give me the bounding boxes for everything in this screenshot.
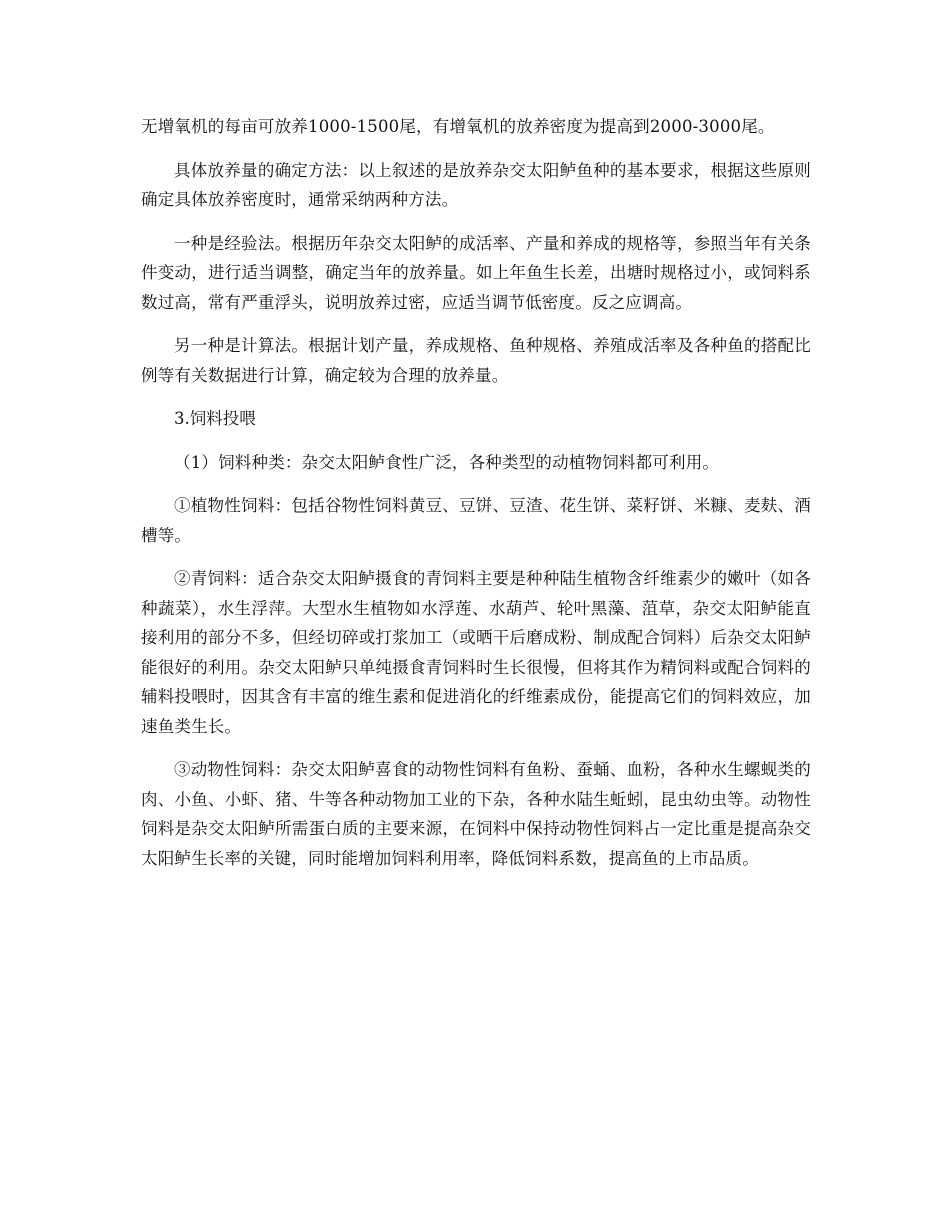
section-heading-feeding: 3.饲料投喂	[174, 409, 256, 428]
paragraph-feed-types: （1）饲料种类：杂交太阳鲈食性广泛，各种类型的动植物饲料都可利用。	[174, 452, 720, 472]
document-body	[141, 112, 811, 887]
paragraph-experience-method: 一种是经验法。根据历年杂交太阳鲈的成活率、产量和养成的规格等，参照当年有关条件变动，进行适当调整，确定当年的放养量。如上年鱼生长差，出塘时规格过小，或饲料系数过高，常有严重浮头，说明放养过密，应适当调节低密度。反之应调高。	[141, 233, 811, 312]
paragraph-calculation-method: 另一种是计算法。根据计划产量，养成规格、鱼种规格、养殖成活率及各种鱼的搭配比例等有关数据进行计算，确定较为合理的放养量。	[141, 336, 811, 385]
paragraph-plant-feed: ①植物性饲料：包括谷物性饲料黄豆、豆饼、豆渣、花生饼、菜籽饼、米糠、麦麸、酒槽等。	[141, 496, 811, 545]
paragraph-animal-feed: ③动物性饲料：杂交太阳鲈喜食的动物性饲料有鱼粉、蚕蛹、血粉，各种水生螺蚬类的肉、小鱼、小虾、猪、牛等各种动物加工业的下杂，各种水陆生蚯蚓，昆虫幼虫等。动物性饲料是杂交太阳鲈所需蛋白质的主要来源，在饲料中保持动物性饲料占一定比重是提高杂交太阳鲈生长率的关键，同时能增加饲料利用率，降低饲料系数，提高鱼的上市品质。	[141, 760, 811, 868]
paragraph-stocking-density: 无增氧机的每亩可放养1000-1500尾，有增氧机的放养密度为提高到2000-3000尾。	[141, 117, 775, 136]
paragraph-green-feed: ②青饲料：适合杂交太阳鲈摄食的青饲料主要是种种陆生植物含纤维素少的嫩叶（如各种蔬菜），水生浮萍。大型水生植物如水浮莲、水葫芦、轮叶黑藻、菹草，杂交太阳鲈能直接利用的部分不多，但经切碎或打浆加工（或晒干后磨成粉、制成配合饲料）后杂交太阳鲈能很好的利用。杂交太阳鲈只单纯摄食青饲料时生长很慢，但将其作为精饲料或配合饲料的辅料投喂时，因其含有丰富的维生素和促进消化的纤维素成份，能提高它们的饲料效应，加速鱼类生长。	[141, 569, 811, 736]
paragraph-stocking-method: 具体放养量的确定方法：以上叙述的是放养杂交太阳鲈鱼种的基本要求，根据这些原则确定具体放养密度时，通常采纳两种方法。	[141, 160, 811, 209]
